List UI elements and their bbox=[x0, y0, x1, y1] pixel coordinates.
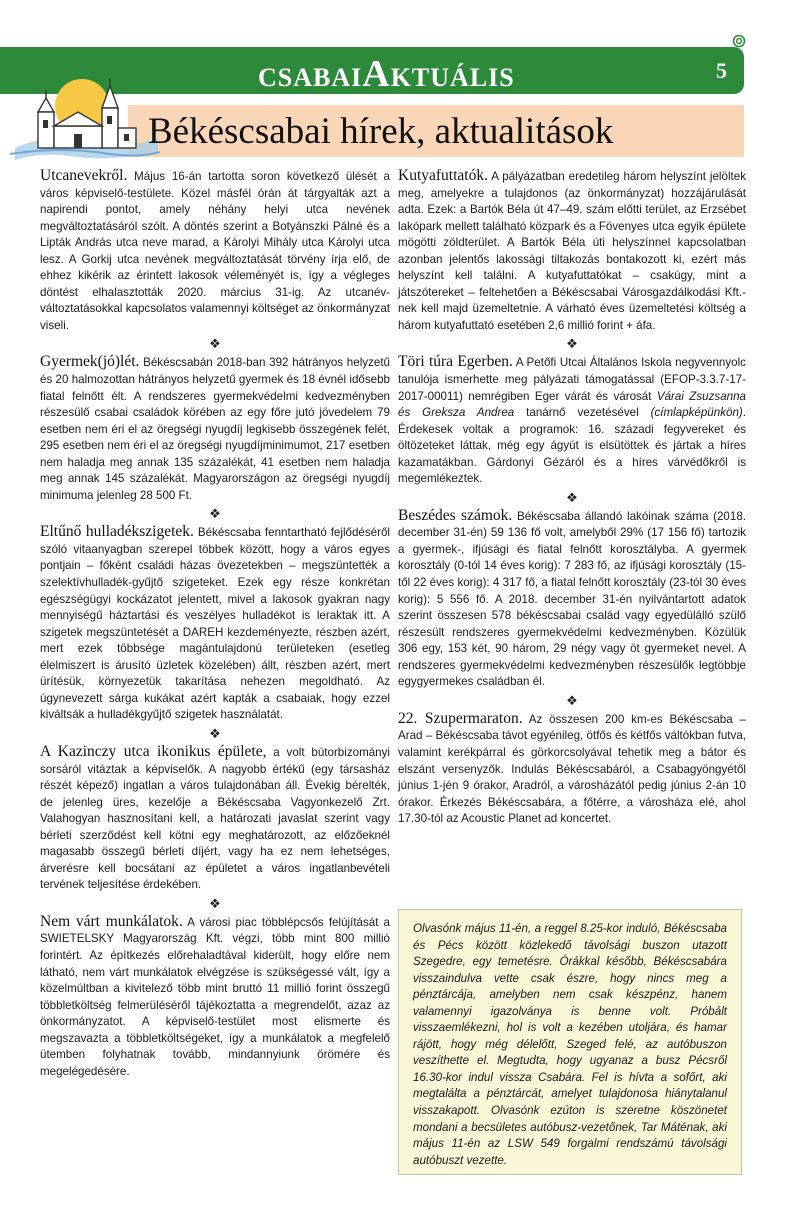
magazine-title-part2: KTUÁLIS bbox=[390, 63, 515, 92]
article-body: Az összesen 200 km-es Békéscsaba – Arad – Békéscsaba távot egyénileg, ötfős és kétfős váltókban futva, valamint kerékpárral és görkorcsolyával tehetik meg a bátor és elszánt versenyzők. Indulás Békéscsabáról, a Csabagyöngyétől június 1-jén 9 órakor, Aradról, a városházától pedig június 2-án 10 órakor. Érkezés Békéscsabára, a főtérre, a városháza elé, ahol 17.30-tól az Acoustic Planet ad koncertet. bbox=[398, 712, 746, 826]
church-logo bbox=[10, 70, 160, 170]
teacher-names: Várai Zsuzsanna és Greksza Andrea bbox=[398, 389, 747, 420]
article-gyermekjolet bbox=[40, 354, 390, 504]
separator-ornament: ❖ bbox=[209, 336, 221, 352]
article-title: Utcanevekről. bbox=[40, 167, 128, 184]
article-title: A Kazinczy utca ikonikus épülete, bbox=[40, 742, 267, 760]
article-tori-tura bbox=[398, 354, 746, 487]
article-title: Eltűnő hulladékszigetek. bbox=[40, 523, 194, 541]
article-title: Gyermek(jó)lét. bbox=[40, 353, 140, 371]
page-number: 5 bbox=[716, 58, 727, 83]
separator-ornament: ❖ bbox=[566, 336, 578, 352]
article-body: Békéscsabán 2018-ban 392 hátrányos helyzetű és 20 halmozottan hátrányos helyzetű gyermek és 18 évnél idősebb fiatal felnőtt élt. A rendszeres gyermekvédelmi kedvezményben részesülő csabai családok körében az egy főre jutó jövedelem 79 esetben nem éri el az öregségi nyugdíj legkisebb összegének felét, 295 esetben nem éri el az öregségi nyugdíjminimumot, 217 esetben nem haladja meg annak 135 százalékát, 41 esetben nem haladja meg annak 145 százalékát. Magyarországon az öregségi nyugdíj minimuma jelenleg 28 500 Ft. bbox=[40, 356, 390, 502]
left-column bbox=[40, 168, 390, 1080]
article-body: . Érdekesek voltak a programok: 16. századi fegyvereket és öltözeteket láttak, még egy ágyút is elsütöttek és jártak a híres kazamatákban. Gárdonyi Gézáról és a híres várvédőkről is megemlékeztek. bbox=[398, 406, 746, 486]
article-kutyafuttatok bbox=[398, 168, 746, 334]
separator-ornament: ❖ bbox=[566, 692, 578, 708]
article-body: Május 16-án tartotta soron következő ülését a város képviselő-testülete. Közel másfél órán át tárgyalták azt a napirendi pontot, amely néhány helyi utca nevének megváltoztatásáról szólt. A döntés szerint a Botyánszki Pálné és a Lipták András utca neve marad, a Károlyi Mihály utca Károlyi utca lesz. A Gorkij utca nevének megváltoztatását törvény írja elő, de ehhez kikérik az érintett lakosok véleményét is, így a végleges döntést elhalasztották 2020. március 31-ig. Az utcanév-változtatásokkal kapcsolatos valamennyi költséget az önkormányzat viseli. bbox=[40, 170, 390, 332]
article-body: Békéscsaba állandó lakóinak száma (2018. december 31-én) 59 136 fő volt, amelyből 29% (17 156 fő) tartozik a gyermek-, ifjúsági és fiatal felnőtt korosztályba. A gyermek korosztály (0-tól 14 éves korig): 7 283 fő, az ifjúsági korosztály (15-től 22 éves korig): 4 317 fő, a fiatal felnőtt korosztály (23-tól 30 éves korig): 5 556 fő. A 2018. december 31-én nyilvántartott adatok szerint összesen 578 békéscsabai család vagy egyedülálló szülő részesült rendszeres gyermekvédelmi kedvezményben. Közülük 306 egy, 153 két, 90 három, 29 négy vagy öt gyermeket nevel. A rendszeres gyermekvédelmi kedvezményben részesülők legtöbbje egygyermekes családban él. bbox=[398, 509, 746, 689]
article-body: A pályázatban eredetileg három helyszínt jelöltek meg, amelyekre a tulajdonos (az önkormányzat) hozzájárulását adta. Ezek: a Bartók Béla út 47–49. szám előtti terület, az Erzsébet lakópark mellett található közpark és a Fövenyes utca egyik épülete mögötti zöldterület. A Bartók Béla úti helyszínnel kapcsolatban azonban jelentős lakossági tiltakozás bontakozott ki, ezért más helyszínt kell találni. A kutyafuttatókat – csakúgy, mint a játszótereket – feltehetően a Békéscsabai Városgazdálkodási Kft.-nek kell majd üzemeltetnie. A várható éves üzemeltetési költség a három kutyafuttató esetében 2,6 millió forint + áfa. bbox=[398, 170, 746, 332]
article-beszedes-szamok bbox=[398, 508, 746, 691]
separator-ornament: ❖ bbox=[209, 895, 221, 911]
article-body: Békéscsaba fenntartható fejlődéséről szóló vitaanyagban szerepel többek között, hogy a város egyes pontjain – főként családi házas övezetekben – megszüntették a szelektívhulladék-gyűjtő szigeteket. Ezek egy része konkrétan egészségügyi kockázatot jelentett, mivel a lakosok gyakran nagy mennyiségű háztartási és veszélyes hulladékot is leraktak itt. A szigetek megszüntetését a DAREH kezdeményezte, részben azért, mert ezek többsége magántulajdonú területeken (esetleg élelmiszert is árusító üzletek közelében) állt, részben azért, mert ürítésük, környezetük takarítása nehezen megoldható. Az úgynevezett sárga kukákat azért kapták a csabaiak, hogy ezzel kiváltsák a hulladékgyűjtő szigetek használatát. bbox=[40, 526, 390, 722]
article-utcanevekrol bbox=[40, 168, 390, 334]
section-title: Békéscsabai hírek, aktualitások bbox=[148, 111, 614, 152]
magazine-title-big-letter: A bbox=[362, 53, 391, 95]
right-column bbox=[398, 168, 746, 828]
article-hulladekszigetek bbox=[40, 524, 390, 724]
article-body: A városi piac többlépcsős felújítását a SWIETELSKY Magyarország Kft. végzi, több mint 800 millió forintért. Az építkezés előrehaladtával kiderült, hogy előre nem látható, nem várt munkálatok elvégzése is szükségessé vált, így a közelmúltban a kivitelező több mint bruttó 11 millió forint összegű többletköltség felmerüléséről tájékoztatta a megrendelőt, azaz az önkormányzatot. A képviselő-testület most elismerte és megszavazta a többletköltségeket, így a munkálatok a megfelelő ütemben folyhatnak tovább, mindannyiunk örömére és megelégedésére. bbox=[40, 915, 391, 1078]
magazine-title bbox=[258, 52, 515, 96]
reader-story-box bbox=[398, 909, 742, 1175]
article-nem-vart-munkalatok bbox=[40, 914, 390, 1080]
separator-ornament: ❖ bbox=[209, 725, 221, 741]
separator-ornament: ❖ bbox=[209, 506, 221, 522]
article-kazinczy-utca bbox=[40, 744, 390, 894]
magazine-title-part1: CSABAI bbox=[258, 63, 363, 92]
cover-photo-note: (címlapképünkön) bbox=[650, 406, 743, 420]
article-title: Beszédes számok. bbox=[398, 506, 513, 524]
reader-story-text: Olvasónk május 11-én, a reggel 8.25-kor induló, Békéscsaba és Pécs között közlekedő távolsági buszon utazott Szegedre, egy temetésre. Órákkal később, Békéscsabára visszaindulva vette csak észre, hogy nincs meg a pénztárcája, amelyben nem csak készpénz, hanem valamennyi igazolványa is benne volt. Próbált visszaemlékezni, hol is volt a kezében utoljára, és hamar rájött, hogy még délelőtt, Szeged felé, az autóbuszon veszíthette el. Megtudta, hogy ugyanaz a busz Pécsről 16.30-kor indul vissza Csabára. Fel is hívta a sofőrt, aki megtalálta a pénztárcát, amelyet tulajdonosa hiánytalanul visszakapott. Olvasónk ezúton is szeretne köszönetet mondani a becsületes autóbusz-vezetőnek, Tar Máténak, aki május 11-én az LSW 549 forgalmi rendszámú távolsági autóbuszt vezette. bbox=[413, 922, 727, 1167]
article-body: a volt bútorbizományi sorsáról vitáztak a képviselők. A nagyobb értékű (egy társasház részét képező) ingatlan a város tulajdonában áll. Évekig bérelték, de jelenleg üres, kezelője a Békéscsaba Vagyonkezelő Zrt. Valahogyan hasznosítani kell, a határozati javaslat szerint vagy bérleti szerződést kell kötni egy meghatározott, az előzőeknél magasabb összegű bérleti díjért, vagy ha ez nem lehetséges, árverésre kell bocsátani az épületet a város ingatlanbevételi tervének teljesítése érdekében. bbox=[40, 745, 390, 892]
article-title: Töri túra Egerben. bbox=[398, 353, 513, 371]
article-szupermaraton bbox=[398, 711, 746, 828]
article-title: Kutyafuttatók. bbox=[398, 167, 488, 184]
swirl-icon bbox=[732, 34, 746, 48]
article-title: Nem várt munkálatok. bbox=[40, 912, 183, 930]
separator-ornament: ❖ bbox=[566, 489, 578, 505]
article-body: A Petőfi Utcai Általános Iskola negyvennyolc tanulója ismerhette meg pályázati támogatással (EFOP-3.3.7-17-2017-00011) nemrégiben Eger várát és városát bbox=[398, 356, 746, 403]
article-title: 22. Szupermaraton. bbox=[398, 709, 523, 727]
article-body: tanárnő vezetésével bbox=[514, 406, 651, 420]
